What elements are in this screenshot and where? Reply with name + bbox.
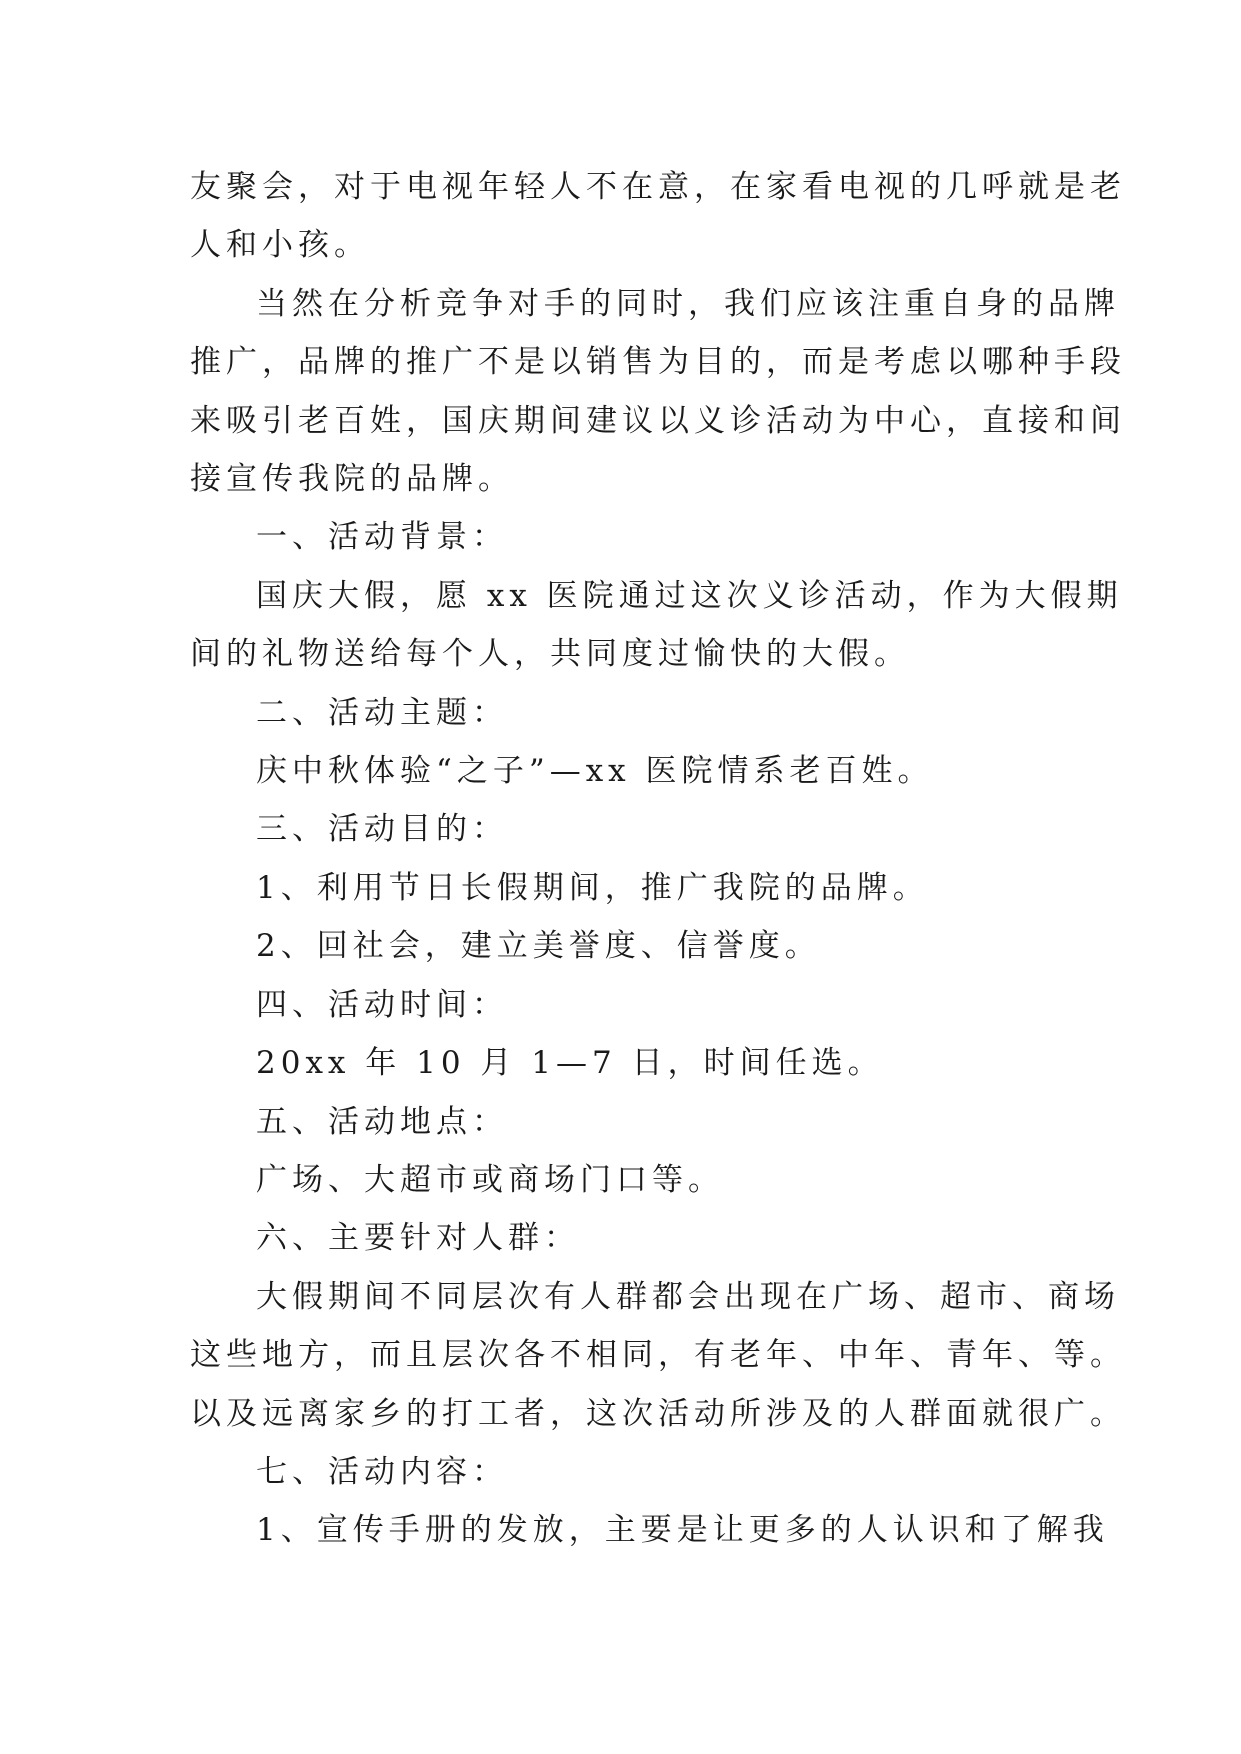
text-line: 以及远离家乡的打工者，这次活动所涉及的人群面就很广。 xyxy=(190,1395,1126,1432)
list-item: 2、回社会，建立美誉度、信誉度。 xyxy=(256,928,821,965)
section-heading: 四、活动时间： xyxy=(256,986,508,1023)
text-line: 大假期间不同层次有人群都会出现在广场、超市、商场 xyxy=(256,1278,1120,1315)
text-line: 人和小孩。 xyxy=(190,227,370,264)
list-item: 1、宣传手册的发放，主要是让更多的人认识和了解我 xyxy=(256,1512,1109,1549)
section-heading: 五、活动地点： xyxy=(256,1103,508,1140)
text-line: 庆中秋体验“之子”—xx 医院情系老百姓。 xyxy=(256,753,934,790)
section-heading: 七、活动内容： xyxy=(256,1453,508,1490)
text-line: 推广，品牌的推广不是以销售为目的，而是考虑以哪种手段 xyxy=(190,344,1126,381)
section-heading: 三、活动目的： xyxy=(256,811,508,848)
text-line: 来吸引老百姓，国庆期间建议以义诊活动为中心，直接和间 xyxy=(190,402,1126,439)
document-body xyxy=(190,158,1126,1560)
text-line: 这些地方，而且层次各不相同，有老年、中年、青年、等。 xyxy=(190,1337,1126,1374)
list-item: 1、利用节日长假期间，推广我院的品牌。 xyxy=(256,869,929,906)
text-line: 友聚会，对于电视年轻人不在意，在家看电视的几呼就是老 xyxy=(190,169,1126,205)
section-heading: 六、主要针对人群： xyxy=(256,1220,580,1257)
text-line: 广场、大超市或商场门口等。 xyxy=(256,1161,724,1198)
text-line: 20xx 年 10 月 1—7 日，时间任选。 xyxy=(256,1045,884,1082)
text-line: 当然在分析竞争对手的同时，我们应该注重自身的品牌 xyxy=(256,285,1120,322)
section-heading: 二、活动主题： xyxy=(256,694,508,731)
section-heading: 一、活动背景： xyxy=(256,519,508,556)
text-line: 国庆大假，愿 xx 医院通过这次义诊活动，作为大假期 xyxy=(256,577,1123,614)
text-line: 接宣传我院的品牌。 xyxy=(190,461,514,498)
text-line: 间的礼物送给每个人，共同度过愉快的大假。 xyxy=(190,636,910,673)
